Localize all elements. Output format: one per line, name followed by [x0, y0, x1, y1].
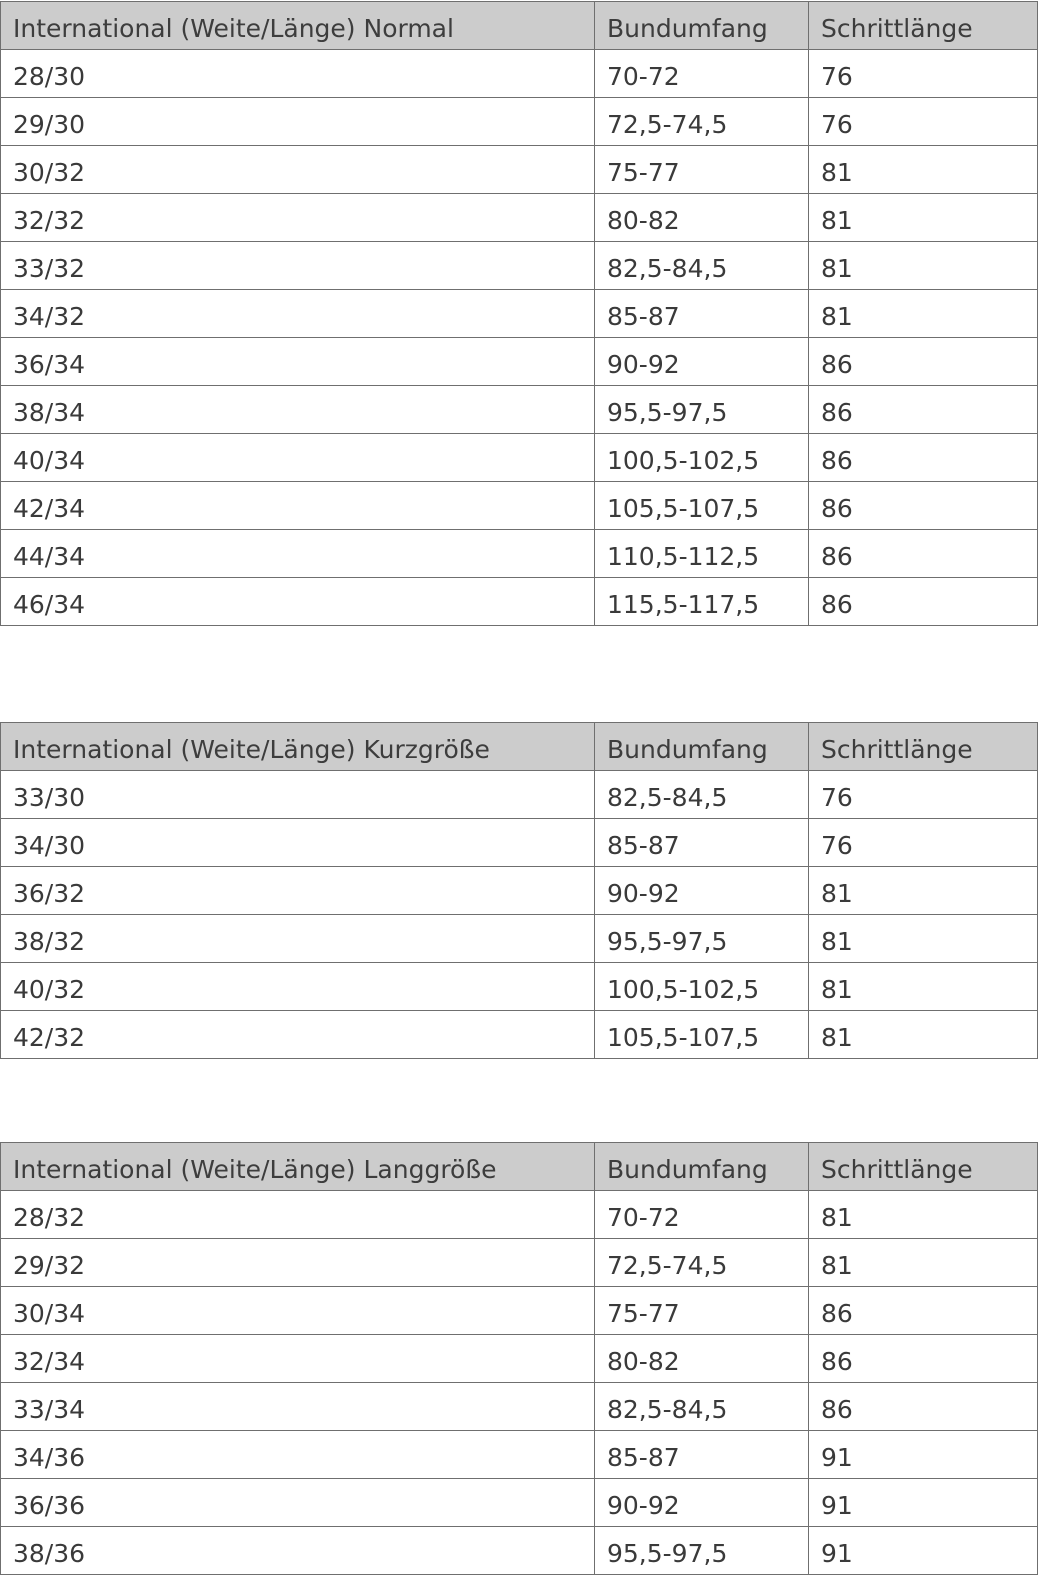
table-row: [1, 98, 1038, 146]
table-row: [1, 771, 1038, 819]
cell-bundumfang: 72,5-74,5: [595, 98, 809, 146]
table-row: [1, 1287, 1038, 1335]
cell-bundumfang: 85-87: [595, 290, 809, 338]
table-row: [1, 242, 1038, 290]
cell-bundumfang: 70-72: [595, 50, 809, 98]
cell-bundumfang: 110,5-112,5: [595, 530, 809, 578]
table-row: [1, 194, 1038, 242]
cell-schrittlaenge: 86: [809, 482, 1038, 530]
cell-schrittlaenge: 81: [809, 290, 1038, 338]
cell-schrittlaenge: 86: [809, 338, 1038, 386]
cell-bundumfang: 82,5-84,5: [595, 771, 809, 819]
table-row: [1, 819, 1038, 867]
cell-schrittlaenge: 76: [809, 819, 1038, 867]
cell-bundumfang: 80-82: [595, 194, 809, 242]
cell-schrittlaenge: 81: [809, 915, 1038, 963]
cell-schrittlaenge: 91: [809, 1479, 1038, 1527]
cell-international-size: 28/30: [1, 50, 595, 98]
cell-bundumfang: 80-82: [595, 1335, 809, 1383]
cell-bundumfang: 100,5-102,5: [595, 434, 809, 482]
cell-schrittlaenge: 81: [809, 963, 1038, 1011]
table-row: [1, 530, 1038, 578]
cell-bundumfang: 82,5-84,5: [595, 1383, 809, 1431]
cell-bundumfang: 115,5-117,5: [595, 578, 809, 626]
cell-schrittlaenge: 86: [809, 1383, 1038, 1431]
table-header-row: [1, 2, 1038, 50]
cell-schrittlaenge: 86: [809, 386, 1038, 434]
cell-schrittlaenge: 86: [809, 1287, 1038, 1335]
table-row: [1, 867, 1038, 915]
cell-international-size: 38/36: [1, 1527, 595, 1575]
cell-bundumfang: 90-92: [595, 338, 809, 386]
table-row: [1, 963, 1038, 1011]
table-row: [1, 1479, 1038, 1527]
table-row: [1, 50, 1038, 98]
cell-bundumfang: 90-92: [595, 1479, 809, 1527]
cell-international-size: 34/30: [1, 819, 595, 867]
cell-international-size: 32/32: [1, 194, 595, 242]
cell-international-size: 33/34: [1, 1383, 595, 1431]
cell-bundumfang: 105,5-107,5: [595, 482, 809, 530]
cell-international-size: 33/32: [1, 242, 595, 290]
table-row: [1, 915, 1038, 963]
cell-schrittlaenge: 76: [809, 50, 1038, 98]
column-header-international-size: International (Weite/Länge) Langgröße: [1, 1143, 595, 1191]
cell-bundumfang: 90-92: [595, 867, 809, 915]
cell-bundumfang: 75-77: [595, 1287, 809, 1335]
cell-bundumfang: 85-87: [595, 819, 809, 867]
column-header-bundumfang: Bundumfang: [595, 723, 809, 771]
cell-bundumfang: 82,5-84,5: [595, 242, 809, 290]
cell-international-size: 36/32: [1, 867, 595, 915]
size-table-normal: [0, 1, 1038, 626]
cell-international-size: 36/34: [1, 338, 595, 386]
table-row: [1, 290, 1038, 338]
cell-bundumfang: 75-77: [595, 146, 809, 194]
table-row: [1, 146, 1038, 194]
cell-international-size: 30/32: [1, 146, 595, 194]
cell-international-size: 34/36: [1, 1431, 595, 1479]
table-row: [1, 1011, 1038, 1059]
cell-schrittlaenge: 86: [809, 1335, 1038, 1383]
cell-international-size: 34/32: [1, 290, 595, 338]
cell-schrittlaenge: 81: [809, 194, 1038, 242]
cell-schrittlaenge: 81: [809, 867, 1038, 915]
cell-schrittlaenge: 81: [809, 1239, 1038, 1287]
cell-international-size: 29/32: [1, 1239, 595, 1287]
size-table-langgroesse: [0, 1142, 1038, 1575]
cell-schrittlaenge: 86: [809, 578, 1038, 626]
cell-bundumfang: 70-72: [595, 1191, 809, 1239]
column-header-bundumfang: Bundumfang: [595, 1143, 809, 1191]
cell-schrittlaenge: 86: [809, 434, 1038, 482]
cell-schrittlaenge: 81: [809, 1011, 1038, 1059]
cell-international-size: 40/34: [1, 434, 595, 482]
cell-international-size: 40/32: [1, 963, 595, 1011]
column-header-schrittlaenge: Schrittlänge: [809, 1143, 1038, 1191]
table-row: [1, 1191, 1038, 1239]
table-row: [1, 386, 1038, 434]
table-header-row: [1, 1143, 1038, 1191]
cell-bundumfang: 72,5-74,5: [595, 1239, 809, 1287]
cell-international-size: 38/34: [1, 386, 595, 434]
table-row: [1, 1431, 1038, 1479]
cell-international-size: 44/34: [1, 530, 595, 578]
cell-international-size: 33/30: [1, 771, 595, 819]
table-row: [1, 1335, 1038, 1383]
table-row: [1, 1383, 1038, 1431]
table-header-row: [1, 723, 1038, 771]
cell-bundumfang: 95,5-97,5: [595, 1527, 809, 1575]
table-row: [1, 434, 1038, 482]
column-header-bundumfang: Bundumfang: [595, 2, 809, 50]
cell-international-size: 42/32: [1, 1011, 595, 1059]
column-header-international-size: International (Weite/Länge) Kurzgröße: [1, 723, 595, 771]
cell-international-size: 46/34: [1, 578, 595, 626]
cell-bundumfang: 85-87: [595, 1431, 809, 1479]
column-header-schrittlaenge: Schrittlänge: [809, 723, 1038, 771]
cell-international-size: 30/34: [1, 1287, 595, 1335]
cell-schrittlaenge: 81: [809, 1191, 1038, 1239]
table-row: [1, 482, 1038, 530]
cell-bundumfang: 95,5-97,5: [595, 386, 809, 434]
cell-bundumfang: 105,5-107,5: [595, 1011, 809, 1059]
cell-international-size: 36/36: [1, 1479, 595, 1527]
cell-bundumfang: 95,5-97,5: [595, 915, 809, 963]
table-row: [1, 1527, 1038, 1575]
table-row: [1, 338, 1038, 386]
cell-schrittlaenge: 81: [809, 242, 1038, 290]
column-header-schrittlaenge: Schrittlänge: [809, 2, 1038, 50]
cell-bundumfang: 100,5-102,5: [595, 963, 809, 1011]
cell-schrittlaenge: 91: [809, 1431, 1038, 1479]
cell-schrittlaenge: 91: [809, 1527, 1038, 1575]
cell-schrittlaenge: 81: [809, 146, 1038, 194]
cell-schrittlaenge: 86: [809, 530, 1038, 578]
cell-international-size: 38/32: [1, 915, 595, 963]
cell-schrittlaenge: 76: [809, 771, 1038, 819]
cell-international-size: 29/30: [1, 98, 595, 146]
cell-schrittlaenge: 76: [809, 98, 1038, 146]
table-row: [1, 578, 1038, 626]
cell-international-size: 28/32: [1, 1191, 595, 1239]
cell-international-size: 42/34: [1, 482, 595, 530]
cell-international-size: 32/34: [1, 1335, 595, 1383]
size-table-kurzgroesse: [0, 722, 1038, 1059]
table-row: [1, 1239, 1038, 1287]
column-header-international-size: International (Weite/Länge) Normal: [1, 2, 595, 50]
